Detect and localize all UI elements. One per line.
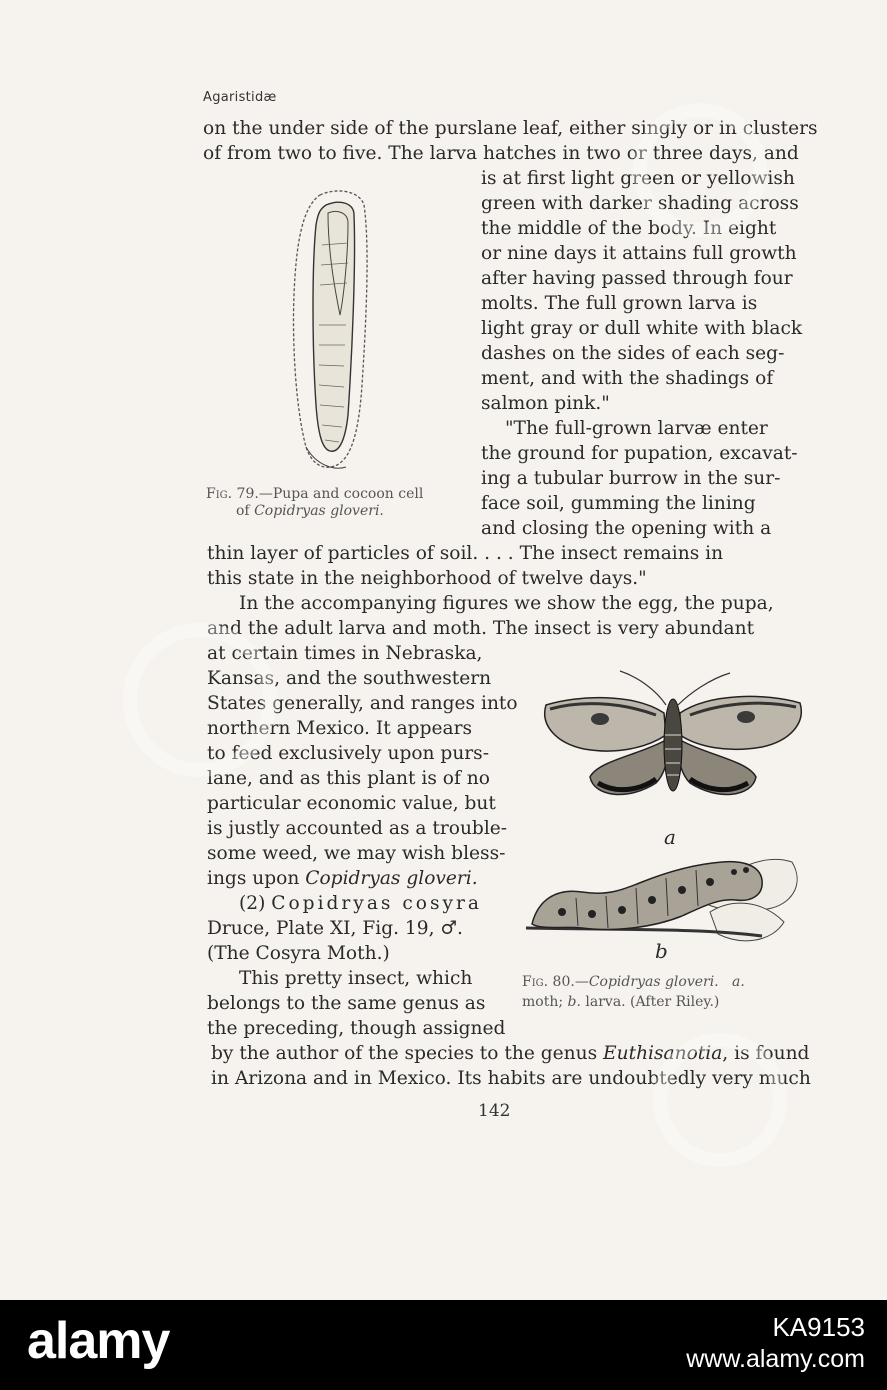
text-line: "The full-grown larvæ enter	[505, 418, 768, 439]
text-line: (The Cosyra Moth.)	[207, 943, 390, 964]
text-line: States generally, and ranges into	[207, 693, 518, 714]
text-line: salmon pink."	[481, 393, 610, 414]
caption-prefix: of	[236, 503, 255, 519]
text-line: thin layer of particles of soil. . . . The insect remains in	[207, 543, 724, 564]
caption-text: moth;	[522, 994, 568, 1010]
species-name: Copidryas gloveri.	[588, 974, 719, 990]
figure-79-caption-line2	[236, 503, 384, 520]
text-line: of from two to five. The larva hatches in two or three days, and	[203, 143, 799, 164]
text-line: belongs to the same genus as	[207, 993, 486, 1014]
text-fragment: by the author of the species to the genus	[211, 1043, 604, 1064]
figure-label: Fig. 79.	[206, 486, 259, 502]
figure-letter-a: a	[664, 825, 676, 849]
text-line	[211, 1043, 809, 1065]
text-line: and the adult larva and moth. The insect is very abundant	[207, 618, 755, 639]
text-line: some weed, we may wish bless-	[207, 843, 506, 864]
figure-80-caption	[522, 974, 745, 991]
text-line: molts. The full grown larva is	[481, 293, 758, 314]
text-line: northern Mexico. It appears	[207, 718, 472, 739]
text-line: after having passed through four	[481, 268, 793, 289]
text-fragment: , is found	[722, 1043, 810, 1064]
text-line: this state in the neighborhood of twelve days."	[207, 568, 647, 589]
moth-illustration	[538, 665, 808, 835]
site-url: www.alamy.com	[686, 1345, 865, 1373]
text-line	[239, 893, 482, 915]
figure-caption-text: —Pupa and cocoon cell	[258, 486, 424, 502]
text-line: This pretty insect, which	[239, 968, 473, 989]
text-line: light gray or dull white with black	[481, 318, 803, 339]
section-number: (2)	[239, 893, 272, 914]
text-line: the preceding, though assigned	[207, 1018, 506, 1039]
text-line: to feed exclusively upon purs-	[207, 743, 490, 764]
text-line: the middle of the body. In eight	[481, 218, 777, 239]
larva-illustration	[522, 842, 804, 954]
text-line: lane, and as this plant is of no	[207, 768, 490, 789]
text-line	[207, 868, 478, 890]
genus-name: Euthisanotia	[603, 1043, 723, 1064]
figure-80-caption-line2	[522, 994, 719, 1011]
caption-part-a: a.	[732, 974, 745, 990]
caption-part-b: b.	[567, 994, 581, 1010]
text-line: Druce, Plate XI, Fig. 19, ♂.	[207, 918, 463, 939]
text-line: green with darker shading across	[481, 193, 799, 214]
text-line: face soil, gumming the lining	[481, 493, 756, 514]
text-line: dashes on the sides of each seg-	[481, 343, 785, 364]
species-name: Copidryas gloveri.	[254, 503, 384, 519]
alamy-logo: alamy	[27, 1312, 170, 1370]
page-number: 142	[478, 1101, 511, 1121]
pupa-cocoon-illustration	[282, 185, 382, 475]
text-line: and closing the opening with a	[481, 518, 772, 539]
text-line: Kansas, and the southwestern	[207, 668, 492, 689]
text-line: is justly accounted as a trouble-	[207, 818, 508, 839]
text-line: or nine days it attains full growth	[481, 243, 797, 264]
caption-text: larva. (After Riley.)	[580, 994, 720, 1010]
text-line: ing a tubular burrow in the sur-	[481, 468, 781, 489]
figure-letter-b: b	[655, 939, 668, 963]
text-line: at certain times in Nebraska,	[207, 643, 483, 664]
figure-label: Fig. 80.	[522, 974, 575, 990]
text-line: on the under side of the purslane leaf, either singly or in clusters	[203, 118, 818, 139]
species-name: Copidryas gloveri.	[305, 868, 478, 889]
text-line: the ground for pupation, excavat-	[481, 443, 798, 464]
text-line: is at first light green or yellowish	[481, 168, 795, 189]
text-fragment: ings upon	[207, 868, 306, 889]
figure-79-caption	[206, 486, 423, 503]
text-line: ment, and with the shadings of	[481, 368, 774, 389]
running-header: Agaristidæ	[203, 90, 277, 105]
species-heading: Copidryas cosyra	[271, 893, 482, 914]
image-id: KA9153	[772, 1312, 865, 1342]
text-line: In the accompanying figures we show the egg, the pupa,	[239, 593, 774, 614]
text-line: particular economic value, but	[207, 793, 496, 814]
text-line: in Arizona and in Mexico. Its habits are undoubtedly very much	[211, 1068, 811, 1089]
caption-dash: —	[574, 974, 589, 990]
